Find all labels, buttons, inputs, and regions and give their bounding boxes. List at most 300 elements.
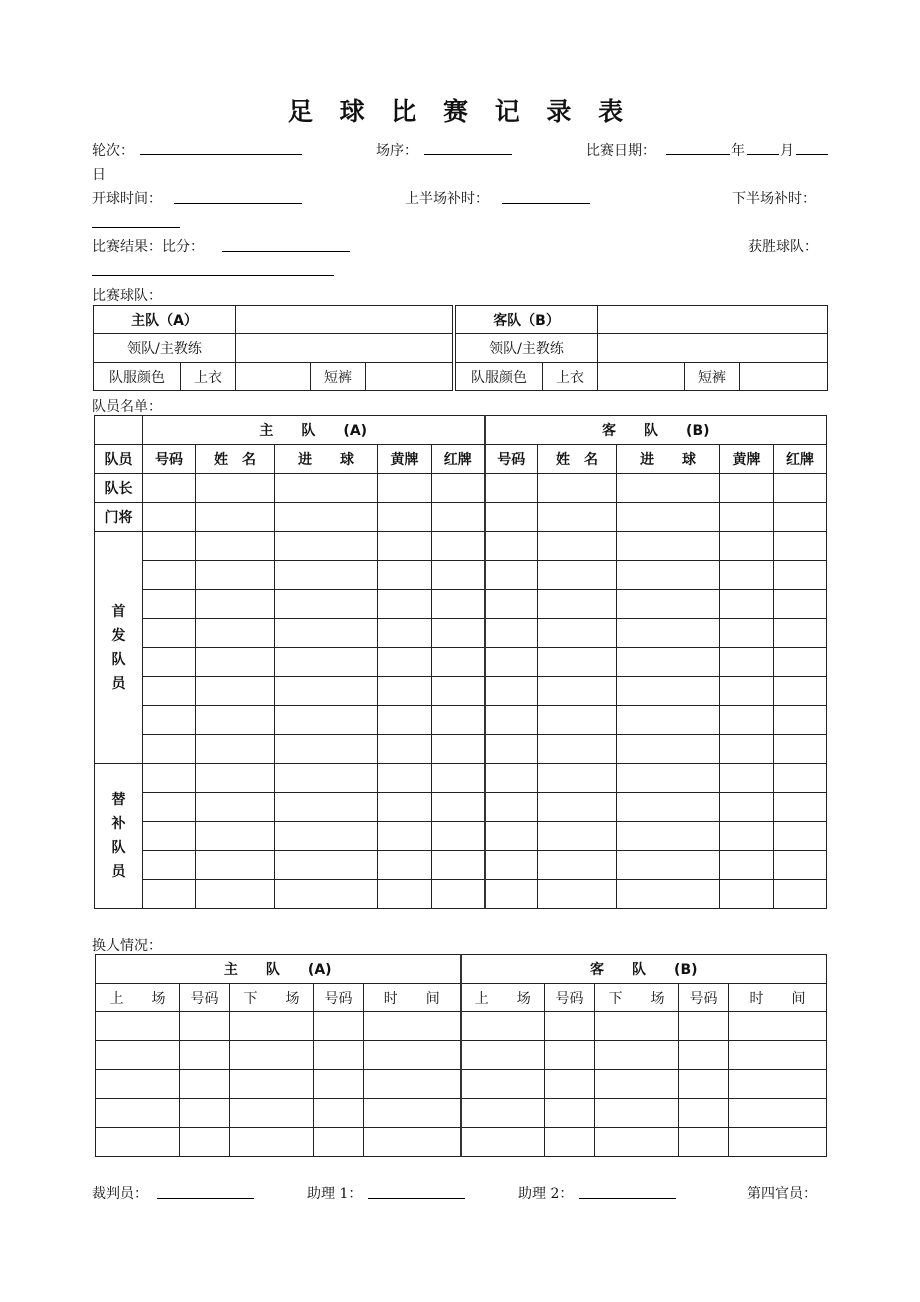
away-off-number-header: 号码: [679, 984, 729, 1012]
roster-cell[interactable]: [617, 561, 720, 590]
roster-cell[interactable]: [143, 474, 196, 503]
away-coach-field[interactable]: [598, 334, 828, 363]
venue-label: 场序：: [376, 143, 418, 159]
roster-cell[interactable]: [432, 822, 485, 851]
roster-cell[interactable]: [774, 532, 827, 561]
sub-away-header: 客 队 (B): [461, 955, 827, 984]
sub-home-header: 主 队 (A): [96, 955, 461, 984]
roster-cell[interactable]: [275, 677, 378, 706]
substitution-cell[interactable]: [314, 1099, 364, 1128]
roster-cell[interactable]: [143, 590, 196, 619]
substitution-cell[interactable]: [230, 1041, 314, 1070]
first-half-extra-field[interactable]: [502, 203, 590, 204]
roster-cell[interactable]: [538, 764, 617, 793]
home-shorts-field[interactable]: [366, 363, 453, 391]
table-row: [95, 793, 827, 822]
roster-cell[interactable]: [538, 619, 617, 648]
home-team-field[interactable]: [236, 306, 453, 334]
roster-cell[interactable]: [617, 532, 720, 561]
starters-label: [95, 532, 143, 764]
substitution-cell[interactable]: [314, 1012, 364, 1041]
roster-cell[interactable]: [538, 822, 617, 851]
roster-cell[interactable]: [432, 735, 485, 764]
assistant2-label: 助理 2：: [518, 1186, 574, 1202]
substitution-cell[interactable]: [96, 1041, 180, 1070]
roster-cell[interactable]: [538, 503, 617, 532]
date-label: 比赛日期：: [586, 143, 656, 159]
referee-field[interactable]: [157, 1198, 254, 1199]
substitution-cell[interactable]: [595, 1070, 679, 1099]
roster-cell[interactable]: [485, 503, 538, 532]
substitution-cell[interactable]: [679, 1128, 729, 1157]
away-coach-label: 领队/主教练: [456, 334, 598, 363]
roster-cell[interactable]: [538, 735, 617, 764]
away-shorts-label: 短裤: [685, 363, 740, 391]
roster-cell[interactable]: [378, 822, 432, 851]
home-number-header: 号码: [143, 445, 196, 474]
home-on-header: 上 场: [96, 984, 180, 1012]
substitution-cell[interactable]: [679, 1070, 729, 1099]
roster-cell[interactable]: [720, 735, 774, 764]
roster-cell[interactable]: [275, 503, 378, 532]
table-row: [96, 1099, 827, 1128]
starters-label-text: 首发队员: [111, 603, 126, 692]
roster-cell[interactable]: [720, 474, 774, 503]
roster-cell[interactable]: [720, 648, 774, 677]
home-coach-label: 领队/主教练: [94, 334, 236, 363]
away-kit-color-label: 队服颜色: [456, 363, 543, 391]
table-row: [96, 1012, 827, 1041]
roster-cell[interactable]: [196, 793, 275, 822]
roster-cell[interactable]: [774, 793, 827, 822]
substitution-cell[interactable]: [729, 1012, 827, 1041]
roster-cell[interactable]: [275, 735, 378, 764]
substitution-cell[interactable]: [96, 1070, 180, 1099]
score-field[interactable]: [222, 251, 350, 252]
roster-cell[interactable]: [432, 474, 485, 503]
substitution-cell[interactable]: [364, 1012, 461, 1041]
away-team-label: 客队（B）: [456, 306, 598, 334]
substitution-cell[interactable]: [679, 1012, 729, 1041]
roster-cell[interactable]: [378, 706, 432, 735]
substitution-cell[interactable]: [461, 1041, 545, 1070]
roster-cell[interactable]: [720, 503, 774, 532]
away-number-header: 号码: [485, 445, 538, 474]
fourth-official-label: 第四官员：: [747, 1186, 817, 1202]
away-name-header: 姓 名: [538, 445, 617, 474]
roster-cell[interactable]: [720, 706, 774, 735]
referee-label: 裁判员：: [92, 1186, 148, 1202]
month-field[interactable]: [747, 154, 779, 155]
goalkeeper-label-text: 门将: [104, 510, 133, 526]
assistant1-field[interactable]: [368, 1198, 465, 1199]
roster-cell[interactable]: [275, 532, 378, 561]
roster-cell[interactable]: [774, 648, 827, 677]
away-yellow-header: 黄牌: [720, 445, 774, 474]
roster-cell[interactable]: [432, 851, 485, 880]
player-column-header: 队员: [95, 445, 143, 474]
substitution-cell[interactable]: [230, 1070, 314, 1099]
home-off-number-header: 号码: [314, 984, 364, 1012]
first-half-extra-label: 上半场补时：: [405, 191, 489, 207]
home-yellow-header: 黄牌: [378, 445, 432, 474]
assistant1-label: 助理 1：: [307, 1186, 363, 1202]
roster-cell[interactable]: [432, 764, 485, 793]
roster-cell[interactable]: [720, 590, 774, 619]
roster-cell[interactable]: [378, 793, 432, 822]
roster-cell[interactable]: [378, 648, 432, 677]
substitution-cell[interactable]: [595, 1128, 679, 1157]
roster-cell[interactable]: [275, 851, 378, 880]
roster-cell[interactable]: [432, 619, 485, 648]
substitution-cell[interactable]: [180, 1012, 230, 1041]
substitution-cell[interactable]: [545, 1012, 595, 1041]
table-row: [95, 764, 827, 793]
table-row: [95, 619, 827, 648]
substitution-cell[interactable]: [314, 1041, 364, 1070]
away-on-header: 上 场: [461, 984, 545, 1012]
captain-label: [95, 474, 143, 503]
roster-cell[interactable]: [432, 561, 485, 590]
roster-cell[interactable]: [720, 880, 774, 909]
roster-cell[interactable]: [485, 561, 538, 590]
home-shorts-label: 短裤: [311, 363, 366, 391]
roster-cell[interactable]: [275, 793, 378, 822]
substitution-cell[interactable]: [96, 1128, 180, 1157]
roster-cell[interactable]: [720, 764, 774, 793]
roster-cell[interactable]: [378, 619, 432, 648]
home-name-header: 姓 名: [196, 445, 275, 474]
substitution-cell[interactable]: [364, 1128, 461, 1157]
roster-cell[interactable]: [275, 706, 378, 735]
captain-label-text: 队长: [104, 481, 133, 497]
roster-cell[interactable]: [275, 590, 378, 619]
table-row: [95, 822, 827, 851]
roster-cell[interactable]: [143, 619, 196, 648]
substitution-cell[interactable]: [180, 1041, 230, 1070]
roster-cell[interactable]: [485, 793, 538, 822]
roster-cell[interactable]: [485, 822, 538, 851]
round-field[interactable]: [140, 154, 302, 155]
substitution-cell[interactable]: [96, 1012, 180, 1041]
roster-cell[interactable]: [617, 677, 720, 706]
roster-cell[interactable]: [485, 764, 538, 793]
roster-cell[interactable]: [485, 532, 538, 561]
roster-cell[interactable]: [538, 648, 617, 677]
home-goals-header: 进 球: [275, 445, 378, 474]
roster-cell[interactable]: [485, 880, 538, 909]
roster-cell[interactable]: [774, 735, 827, 764]
substitution-cell[interactable]: [595, 1099, 679, 1128]
goalkeeper-label: [95, 503, 143, 532]
roster-cell[interactable]: [196, 474, 275, 503]
table-row: [95, 735, 827, 764]
roster-cell[interactable]: [617, 880, 720, 909]
roster-cell[interactable]: [196, 880, 275, 909]
roster-cell[interactable]: [196, 561, 275, 590]
roster-cell[interactable]: [196, 851, 275, 880]
substitution-cell[interactable]: [314, 1128, 364, 1157]
roster-cell[interactable]: [617, 822, 720, 851]
roster-cell[interactable]: [538, 561, 617, 590]
roster-cell[interactable]: [196, 590, 275, 619]
venue-field[interactable]: [424, 154, 512, 155]
home-off-header: 下 场: [230, 984, 314, 1012]
away-shorts-field[interactable]: [740, 363, 828, 391]
roster-cell[interactable]: [774, 590, 827, 619]
roster-cell[interactable]: [432, 793, 485, 822]
substitution-cell[interactable]: [729, 1070, 827, 1099]
home-shirt-label: 上衣: [181, 363, 236, 391]
roster-cell[interactable]: [196, 532, 275, 561]
table-row: [95, 590, 827, 619]
roster-cell[interactable]: [432, 880, 485, 909]
roster-cell[interactable]: [774, 851, 827, 880]
roster-cell[interactable]: [538, 532, 617, 561]
roster-cell[interactable]: [720, 793, 774, 822]
table-row: [95, 561, 827, 590]
assistant2-field[interactable]: [579, 1198, 676, 1199]
roster-cell[interactable]: [617, 706, 720, 735]
roster-cell[interactable]: [538, 677, 617, 706]
roster-cell[interactable]: [275, 561, 378, 590]
roster-cell[interactable]: [617, 474, 720, 503]
roster-cell[interactable]: [432, 677, 485, 706]
roster-cell[interactable]: [774, 474, 827, 503]
home-kit-color-label: 队服颜色: [94, 363, 181, 391]
roster-home-header: 主 队 (A): [143, 416, 485, 445]
roster-cell[interactable]: [196, 677, 275, 706]
subs-label: [95, 764, 143, 909]
substitution-cell[interactable]: [679, 1099, 729, 1128]
substitution-cell[interactable]: [461, 1012, 545, 1041]
teams-table: [93, 305, 828, 391]
substitution-label: 换人情况：: [92, 938, 162, 954]
roster-cell[interactable]: [143, 532, 196, 561]
roster-cell[interactable]: [774, 764, 827, 793]
month-label: 月: [780, 143, 794, 159]
away-team-field[interactable]: [598, 306, 828, 334]
roster-cell[interactable]: [485, 851, 538, 880]
roster-cell[interactable]: [617, 735, 720, 764]
roster-cell[interactable]: [774, 619, 827, 648]
table-row: [95, 474, 827, 503]
home-time-header: 时 间: [364, 984, 461, 1012]
roster-cell[interactable]: [538, 793, 617, 822]
roster-cell[interactable]: [378, 851, 432, 880]
roster-cell[interactable]: [196, 503, 275, 532]
substitution-cell[interactable]: [595, 1012, 679, 1041]
table-row: [95, 677, 827, 706]
roster-cell[interactable]: [378, 503, 432, 532]
roster-cell[interactable]: [720, 822, 774, 851]
roster-cell[interactable]: [485, 648, 538, 677]
roster-cell[interactable]: [196, 648, 275, 677]
roster-cell[interactable]: [485, 474, 538, 503]
roster-cell[interactable]: [143, 706, 196, 735]
roster-cell[interactable]: [378, 677, 432, 706]
day-label: 日: [92, 167, 106, 183]
table-row: [95, 880, 827, 909]
home-red-header: 红牌: [432, 445, 485, 474]
teams-label: 比赛球队：: [92, 288, 162, 304]
roster-cell[interactable]: [432, 706, 485, 735]
roster-cell[interactable]: [720, 851, 774, 880]
roster-away-header: 客 队 (B): [485, 416, 827, 445]
roster-cell[interactable]: [720, 619, 774, 648]
substitution-cell[interactable]: [180, 1070, 230, 1099]
roster-cell[interactable]: [774, 706, 827, 735]
roster-cell[interactable]: [143, 561, 196, 590]
home-sub-number-header: 号码: [180, 984, 230, 1012]
table-row: [96, 1070, 827, 1099]
roster-cell[interactable]: [538, 590, 617, 619]
roster-cell[interactable]: [432, 648, 485, 677]
substitution-cell[interactable]: [364, 1041, 461, 1070]
page-title: 足 球 比 赛 记 录 表: [287, 97, 633, 126]
roster-cell[interactable]: [617, 590, 720, 619]
roster-cell[interactable]: [378, 735, 432, 764]
table-row: [95, 532, 827, 561]
roster-cell[interactable]: [143, 677, 196, 706]
substitution-cell[interactable]: [364, 1070, 461, 1099]
roster-cell[interactable]: [143, 648, 196, 677]
home-coach-field[interactable]: [236, 334, 453, 363]
roster-cell[interactable]: [378, 590, 432, 619]
roster-cell[interactable]: [143, 735, 196, 764]
roster-cell[interactable]: [538, 706, 617, 735]
substitution-cell[interactable]: [545, 1041, 595, 1070]
roster-cell[interactable]: [774, 822, 827, 851]
roster-cell[interactable]: [432, 503, 485, 532]
substitution-cell[interactable]: [461, 1099, 545, 1128]
roster-cell[interactable]: [485, 735, 538, 764]
away-goals-header: 进 球: [617, 445, 720, 474]
roster-cell[interactable]: [774, 677, 827, 706]
roster-cell[interactable]: [617, 851, 720, 880]
roster-cell[interactable]: [432, 532, 485, 561]
away-shirt-field[interactable]: [598, 363, 685, 391]
substitution-cell[interactable]: [545, 1128, 595, 1157]
substitution-cell[interactable]: [180, 1128, 230, 1157]
roster-cell[interactable]: [538, 880, 617, 909]
table-row: [96, 1128, 827, 1157]
roster-cell[interactable]: [378, 532, 432, 561]
substitution-cell[interactable]: [461, 1128, 545, 1157]
home-shirt-field[interactable]: [236, 363, 311, 391]
roster-cell[interactable]: [143, 503, 196, 532]
roster-cell[interactable]: [378, 764, 432, 793]
roster-cell[interactable]: [143, 793, 196, 822]
substitution-cell[interactable]: [545, 1070, 595, 1099]
away-time-header: 时 间: [729, 984, 827, 1012]
roster-cell[interactable]: [720, 532, 774, 561]
winner-field[interactable]: [92, 275, 334, 276]
second-half-extra-label: 下半场补时：: [732, 191, 816, 207]
roster-cell[interactable]: [378, 880, 432, 909]
roster-cell[interactable]: [275, 880, 378, 909]
roster-cell[interactable]: [485, 706, 538, 735]
away-red-header: 红牌: [774, 445, 827, 474]
roster-cell[interactable]: [196, 764, 275, 793]
away-off-header: 下 场: [595, 984, 679, 1012]
roster-cell[interactable]: [774, 561, 827, 590]
round-label: 轮次：: [92, 143, 134, 159]
substitution-cell[interactable]: [545, 1099, 595, 1128]
roster-cell[interactable]: [538, 474, 617, 503]
roster-cell[interactable]: [720, 561, 774, 590]
roster-cell[interactable]: [275, 648, 378, 677]
roster-cell[interactable]: [617, 793, 720, 822]
roster-cell[interactable]: [617, 503, 720, 532]
roster-cell[interactable]: [485, 619, 538, 648]
roster-cell[interactable]: [485, 677, 538, 706]
away-shirt-label: 上衣: [543, 363, 598, 391]
day-field[interactable]: [796, 154, 828, 155]
roster-cell[interactable]: [143, 764, 196, 793]
substitution-cell[interactable]: [679, 1041, 729, 1070]
table-row: [95, 503, 827, 532]
second-half-extra-field[interactable]: [92, 227, 180, 228]
roster-cell[interactable]: [617, 619, 720, 648]
roster-cell[interactable]: [196, 619, 275, 648]
kickoff-label: 开球时间：: [92, 191, 162, 207]
substitution-cell[interactable]: [230, 1099, 314, 1128]
table-row: [96, 1041, 827, 1070]
roster-cell[interactable]: [196, 706, 275, 735]
roster-cell[interactable]: [378, 474, 432, 503]
table-row: [95, 648, 827, 677]
roster-cell[interactable]: [275, 474, 378, 503]
roster-cell[interactable]: [196, 735, 275, 764]
roster-cell[interactable]: [275, 619, 378, 648]
substitution-cell[interactable]: [729, 1041, 827, 1070]
subs-label-text: 替补队员: [111, 792, 126, 880]
kickoff-field[interactable]: [174, 203, 302, 204]
substitution-cell[interactable]: [314, 1070, 364, 1099]
roster-cell[interactable]: [538, 851, 617, 880]
roster-cell[interactable]: [774, 880, 827, 909]
roster-cell[interactable]: [485, 590, 538, 619]
substitution-cell[interactable]: [364, 1099, 461, 1128]
away-sub-number-header: 号码: [545, 984, 595, 1012]
roster-cell[interactable]: [275, 764, 378, 793]
substitution-cell[interactable]: [180, 1099, 230, 1128]
substitution-cell[interactable]: [729, 1128, 827, 1157]
roster-cell[interactable]: [617, 764, 720, 793]
roster-cell[interactable]: [774, 503, 827, 532]
roster-cell[interactable]: [378, 561, 432, 590]
result-label: 比赛结果：比分：: [92, 239, 204, 255]
substitution-cell[interactable]: [96, 1099, 180, 1128]
roster-cell[interactable]: [617, 648, 720, 677]
roster-cell[interactable]: [143, 822, 196, 851]
roster-cell[interactable]: [143, 851, 196, 880]
substitution-cell[interactable]: [230, 1012, 314, 1041]
year-field[interactable]: [666, 154, 730, 155]
roster-cell[interactable]: [143, 880, 196, 909]
substitution-cell[interactable]: [230, 1128, 314, 1157]
roster-cell[interactable]: [432, 590, 485, 619]
substitution-cell[interactable]: [595, 1041, 679, 1070]
roster-cell[interactable]: [275, 822, 378, 851]
home-team-label: 主队（A）: [94, 306, 236, 334]
substitution-cell[interactable]: [461, 1070, 545, 1099]
substitution-cell[interactable]: [729, 1099, 827, 1128]
roster-cell[interactable]: [720, 677, 774, 706]
roster-table: [94, 415, 827, 909]
roster-cell[interactable]: [196, 822, 275, 851]
